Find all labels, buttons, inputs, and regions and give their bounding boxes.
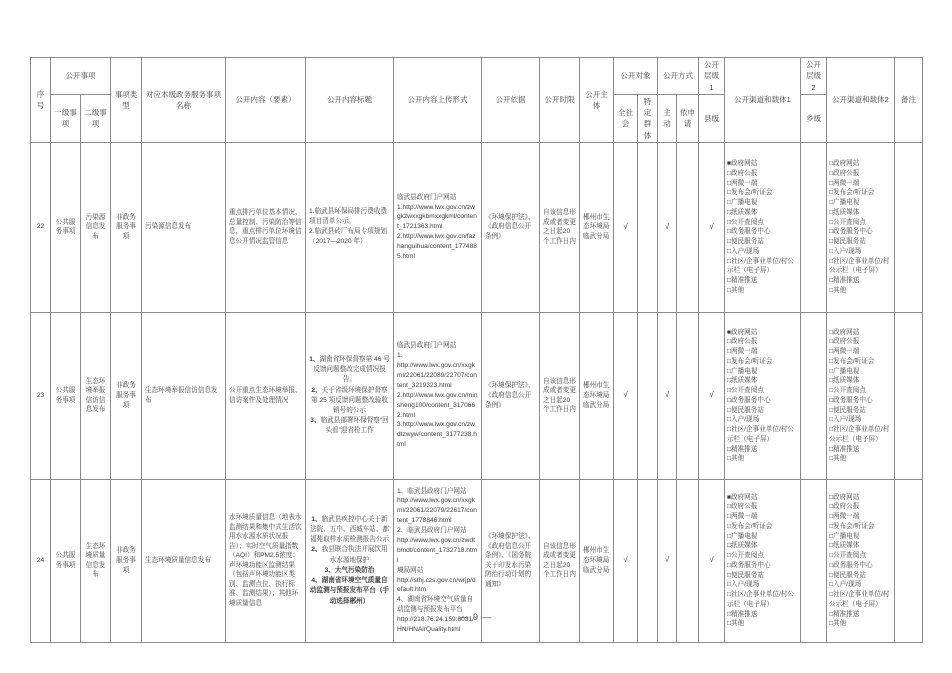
- channel-option: □便民服务站: [829, 406, 866, 414]
- cell-service-name: 污染源信息发布: [142, 142, 226, 312]
- channel-option: □社区/企事业单位/村公示栏（电子屏）: [829, 426, 890, 443]
- title-line: 4、湖南省环境空气质量自动监测与预报发布平台（手动选择郴州）: [309, 577, 390, 605]
- channel-option: □广播电视: [829, 367, 860, 375]
- channel-option: □入户/现场: [727, 247, 760, 255]
- cell-serial: 23: [31, 312, 51, 479]
- upload-line: 2.http://www.lwx.gov.cn/minsheng100/content_3170662.html: [397, 391, 478, 419]
- col-header-time: 公开时限: [540, 58, 580, 143]
- upload-line: 2.http://www.lwx.gov.cn/fazhanguihua/content_1774885.html: [397, 233, 477, 260]
- cell-content: 公开重点生态环境举报、信访案件及处理情况: [226, 312, 306, 479]
- channel-option: □政务服务中心: [727, 396, 771, 404]
- cell-upload: [394, 312, 482, 479]
- cell-time-limit: 自该信息形成或者变更之日起20个工作日内: [540, 479, 580, 642]
- col-header-township: 乡级: [801, 94, 827, 142]
- title-line: 2、关于省级环境保护督察第 25 项反馈问题整改验收销号的公示: [311, 386, 388, 414]
- channel-option: □其他: [727, 455, 745, 463]
- cell-level1: 公共服务事项: [51, 312, 81, 479]
- col-header-specific: 特定群体: [638, 94, 658, 142]
- channel-option: □政务服务中心: [829, 396, 873, 404]
- cell-type: 非政务服务事项: [111, 479, 142, 642]
- col-header-disclosure-matter: 公开事项: [51, 58, 111, 95]
- channel-option: □其他: [829, 286, 847, 294]
- title-line: 3、大气污染防治: [324, 566, 375, 574]
- channel-option: □入户/现场: [829, 416, 862, 424]
- cell-basis: 《环境保护法》、《政府信息公开条例》、《国务院关于印发水污染防治行动计划的通知》: [482, 479, 540, 642]
- channel-option: □便民服务站: [829, 571, 866, 579]
- cell-mark-on-request: [677, 142, 699, 312]
- channel-option: ■政府网站: [727, 328, 758, 336]
- channel-option: ■政府网站: [727, 160, 758, 167]
- table-header: [31, 58, 923, 143]
- col-header-county: 县级: [699, 94, 725, 142]
- channel-option: □公开查阅点: [727, 218, 764, 226]
- cell-serial: 22: [31, 142, 51, 312]
- channel-option: □纸质媒体: [829, 208, 860, 216]
- cell-level2: 生态环境质量信息发布: [81, 479, 111, 642]
- channel-option: □政府公报: [829, 338, 860, 346]
- cell-mark-specific: [638, 142, 658, 312]
- cell-upload: [394, 142, 482, 312]
- channel-option: □两微一端: [727, 348, 758, 355]
- channel-option: □政务服务中心: [727, 561, 771, 569]
- channel-option: □公开查阅点: [829, 387, 866, 394]
- cell-mark-specific: [638, 312, 658, 479]
- col-header-layer1: 公开层级1: [699, 58, 725, 95]
- channel-option: □精准推送: [727, 610, 758, 618]
- col-header-channel1: 公开渠道和载体1: [725, 58, 801, 143]
- channel-option: □入户/现场: [829, 581, 862, 589]
- channel-option: □入户/现场: [829, 247, 862, 255]
- upload-line: http://www.lwx.gov.cn/zwdtbmdt/content_1732718.html: [397, 537, 478, 564]
- channel-option: □公开查阅点: [727, 387, 764, 394]
- col-header-title: 公开内容标题: [306, 58, 394, 143]
- channel-option: □纸质媒体: [829, 377, 860, 385]
- cell-type: 非政务服务事项: [111, 312, 142, 479]
- channel-option: □社区/企事业单位/村公示栏（电子屏）: [727, 426, 794, 443]
- cell-content: 水环境质量信息（地表水监测结果和集中式生活饮用水水源水质状况报告）；实时空气质量指数（AQI）和PM2.5浓度；声环境功能区监测结果（包括声环境功能区类别、监测点位、执行标准、监测结果）；其他环境质量信息: [226, 479, 306, 642]
- col-header-basis: 公开依据: [482, 58, 540, 143]
- cell-mark-county: √: [699, 479, 725, 642]
- cell-channels-1: [725, 142, 801, 312]
- upload-line: http://sthj.czs.gov.cn/wrjp/default.htm: [397, 576, 476, 594]
- col-header-type: 事项类型: [111, 58, 142, 143]
- col-header-level2: 二级事项: [81, 94, 111, 142]
- channel-option: □政府公报: [727, 338, 758, 346]
- cell-mark-on-request: [677, 312, 699, 479]
- cell-mark-township: [801, 312, 827, 479]
- channel-option: □政务服务中心: [829, 228, 873, 236]
- table-row: [31, 312, 923, 479]
- col-header-channel2: 公开渠道和载体2: [827, 58, 895, 143]
- cell-mark-all-society: √: [614, 312, 638, 479]
- cell-subject: 郴州市生态环境局临武分局: [580, 479, 614, 642]
- channel-option: □便民服务站: [727, 406, 764, 414]
- upload-line: 临武县政府门户网站: [397, 193, 457, 201]
- cell-channels-1: [725, 312, 801, 479]
- cell-mark-county: √: [699, 142, 725, 312]
- table-body: [31, 142, 923, 642]
- cell-basis: 《环境保护法》、《政府信息公开条例》: [482, 142, 540, 312]
- cell-level2: 污染源信息发布: [81, 142, 111, 312]
- col-header-service-name: 对应本级政务服务事项名称: [142, 58, 226, 143]
- channel-option: □社区/企事业单位/村公示栏（电子屏）: [829, 591, 890, 608]
- channel-option: □精准推送: [727, 445, 758, 453]
- upload-line: 2、临武县政府门户网站: [397, 527, 467, 535]
- cell-level1: 公共服务事项: [51, 142, 81, 312]
- cell-mark-active: √: [658, 142, 677, 312]
- upload-line: 1.http://www.lwx.gov.cn/zwgkzwxxgkbmxxgkml/content_1721363.html: [397, 203, 477, 231]
- cell-content: 重点排污单位基本情况、总量控制、污染防治等信息，重点排污单位环境信息公开情况监管信息: [226, 142, 306, 312]
- channel-option: □政府公报: [727, 503, 758, 511]
- col-header-remark: 备注: [895, 58, 923, 143]
- col-header-all-society: 全社会: [614, 94, 638, 142]
- cell-title: [306, 142, 394, 312]
- channel-option: □政府网站: [829, 160, 860, 167]
- channel-option: □政府网站: [829, 328, 860, 336]
- cell-title: [306, 312, 394, 479]
- upload-line: http://www.lwx.gov.cn/xxgkml/22061/22079/22617/content_1778846.html: [397, 497, 477, 525]
- channel-option: □广播电视: [829, 532, 860, 540]
- channel-option: □便民服务站: [829, 238, 866, 245]
- cell-mark-active: √: [658, 479, 677, 642]
- channel-option: □政府网站: [829, 493, 860, 501]
- channel-option: □精准推送: [829, 610, 860, 618]
- channel-option: □政府公报: [727, 169, 758, 177]
- cell-level1: 公共服务事项: [51, 479, 81, 642]
- channel-option: □其他: [829, 620, 847, 628]
- channel-option: □广播电视: [727, 532, 758, 540]
- channel-option: □政府公报: [829, 169, 860, 177]
- title-line: 1.临武县环保局排污费收费项目清单公示。: [309, 207, 388, 226]
- channel-option: □广播电视: [727, 199, 758, 206]
- channel-option: □两微一端: [727, 179, 758, 187]
- channel-option: □公开查阅点: [829, 218, 866, 226]
- channel-option: □两微一端: [727, 513, 758, 520]
- channel-option: □社区/企事业单位/村公示栏（电子屏）: [829, 257, 890, 275]
- channel-option: □发布会/听证会: [727, 522, 773, 530]
- cell-channels-2: [827, 142, 895, 312]
- channel-option: □广播电视: [829, 199, 860, 206]
- cell-basis: 《环境保护法》、《政府信息公开条例》: [482, 312, 540, 479]
- cell-serial: 24: [31, 479, 51, 642]
- channel-option: □便民服务站: [727, 238, 764, 245]
- col-header-method: 公开方式: [658, 58, 699, 95]
- cell-channels-2: [827, 312, 895, 479]
- channel-option: □发布会/听证会: [829, 522, 875, 530]
- channel-option: □发布会/听证会: [829, 189, 875, 197]
- channel-option: □精准推送: [829, 277, 860, 284]
- upload-line: http://218.76.24.159:8031/HN/HNAirQuality.html: [397, 616, 474, 634]
- cell-remark: [895, 312, 923, 479]
- channel-option: □两微一端: [829, 513, 860, 520]
- cell-service-name: 生态环境举报信访信息发布: [142, 312, 226, 479]
- channel-option: □便民服务站: [727, 571, 764, 579]
- cell-service-name: 生态环境质量信息发布: [142, 479, 226, 642]
- channel-option: □其他: [727, 620, 745, 628]
- channel-option: □纸质媒体: [727, 377, 758, 385]
- cell-subject: 郴州市生态环境局临武分局: [580, 312, 614, 479]
- channel-option: ■政府网站: [727, 493, 758, 501]
- channel-option: □政务服务中心: [727, 228, 771, 236]
- col-header-layer2: 公开层级2: [801, 58, 827, 95]
- cell-subject: 郴州市生态环境局临武分局: [580, 142, 614, 312]
- cell-remark: [895, 142, 923, 312]
- channel-option: □精准推送: [829, 445, 860, 453]
- upload-line: 境局网站: [397, 566, 424, 574]
- channel-option: □其他: [829, 455, 847, 463]
- title-line: 2.临武县砖厂布局专项规划（2017—2020 年）: [309, 228, 388, 246]
- channel-option: □入户/现场: [727, 581, 760, 589]
- channel-option: □纸质媒体: [829, 542, 860, 550]
- col-header-upload: 公开内容上传形式: [394, 58, 482, 143]
- channel-option: □发布会/听证会: [727, 357, 773, 365]
- channel-option: □社区/企事业单位/村公示栏（电子屏）: [727, 591, 794, 608]
- col-header-audience: 公开对象: [614, 58, 658, 95]
- channel-option: □政务服务中心: [829, 561, 873, 569]
- upload-line: http://www.lwx.gov.cn/xxgkml/22061/22089/22707/content_3219323.html: [397, 362, 477, 389]
- channel-option: □社区/企事业单位/村公示栏（电子屏）: [727, 257, 794, 275]
- col-header-subject: 公开主体: [580, 58, 614, 143]
- col-header-content: 公开内容（要素）: [226, 58, 306, 143]
- col-header-level1: 一级事项: [51, 94, 81, 142]
- title-line: 1、湖南省环保督察第 46 号反馈问题整改完成情况报告。: [309, 355, 390, 384]
- channel-option: □其他: [727, 286, 745, 294]
- cell-time-limit: 自该信息形成或者变更之日起20个工作日内: [540, 312, 580, 479]
- col-header-serial: 序号: [31, 58, 51, 143]
- channel-option: □公开查阅点: [727, 552, 764, 559]
- cell-level2: 生态环境举报信访信息发布: [81, 312, 111, 479]
- channel-option: □公开查阅点: [829, 552, 866, 559]
- channel-option: □发布会/听证会: [829, 357, 875, 365]
- col-header-active: 主动: [658, 94, 677, 142]
- page-number: — 9 —: [459, 612, 493, 622]
- table-row: [31, 142, 923, 312]
- channel-option: □精准推送: [727, 277, 758, 284]
- cell-type: 非政务服务事项: [111, 142, 142, 312]
- cell-mark-all-society: √: [614, 142, 638, 312]
- title-line: 1、临武县疾控中心关于新法院、五中、西城车站、都福苑取样水质检测报告公示: [309, 515, 390, 544]
- upload-line: 4、湖南省环境空气质量自动监测与预报发布平台: [397, 596, 474, 614]
- channel-option: □两微一端: [829, 179, 860, 187]
- cell-mark-township: [801, 142, 827, 312]
- upload-line: 3.http://www.lwx.gov.cn/zwdtzwyw/content_3177238.html: [397, 421, 477, 449]
- cell-time-limit: 自该信息形成或者变更之日起20个工作日内: [540, 142, 580, 312]
- cell-mark-all-society: √: [614, 479, 638, 642]
- upload-line: 临武县政府门户网站: [397, 342, 457, 350]
- channel-option: □广播电视: [727, 367, 758, 375]
- channel-option: □两微一端: [829, 348, 860, 355]
- channel-option: □发布会/听证会: [727, 189, 773, 197]
- upload-line: 1、: [397, 352, 408, 360]
- cell-mark-active: √: [658, 312, 677, 479]
- channel-option: □政府公报: [829, 503, 860, 511]
- title-line: 3、临武县部署环保督察“回头看”迎省检工作: [310, 417, 389, 435]
- col-header-on-request: 依申请: [677, 94, 699, 142]
- channel-option: □纸质媒体: [727, 208, 758, 216]
- disclosure-table: [30, 57, 923, 643]
- upload-line: 1、临武县政府门户网站: [397, 487, 467, 495]
- title-line: 2、我县联合执法开展饮用水水源地保护: [311, 546, 388, 564]
- channel-option: □纸质媒体: [727, 542, 758, 550]
- channel-option: □入户/现场: [727, 416, 760, 424]
- cell-mark-county: √: [699, 312, 725, 479]
